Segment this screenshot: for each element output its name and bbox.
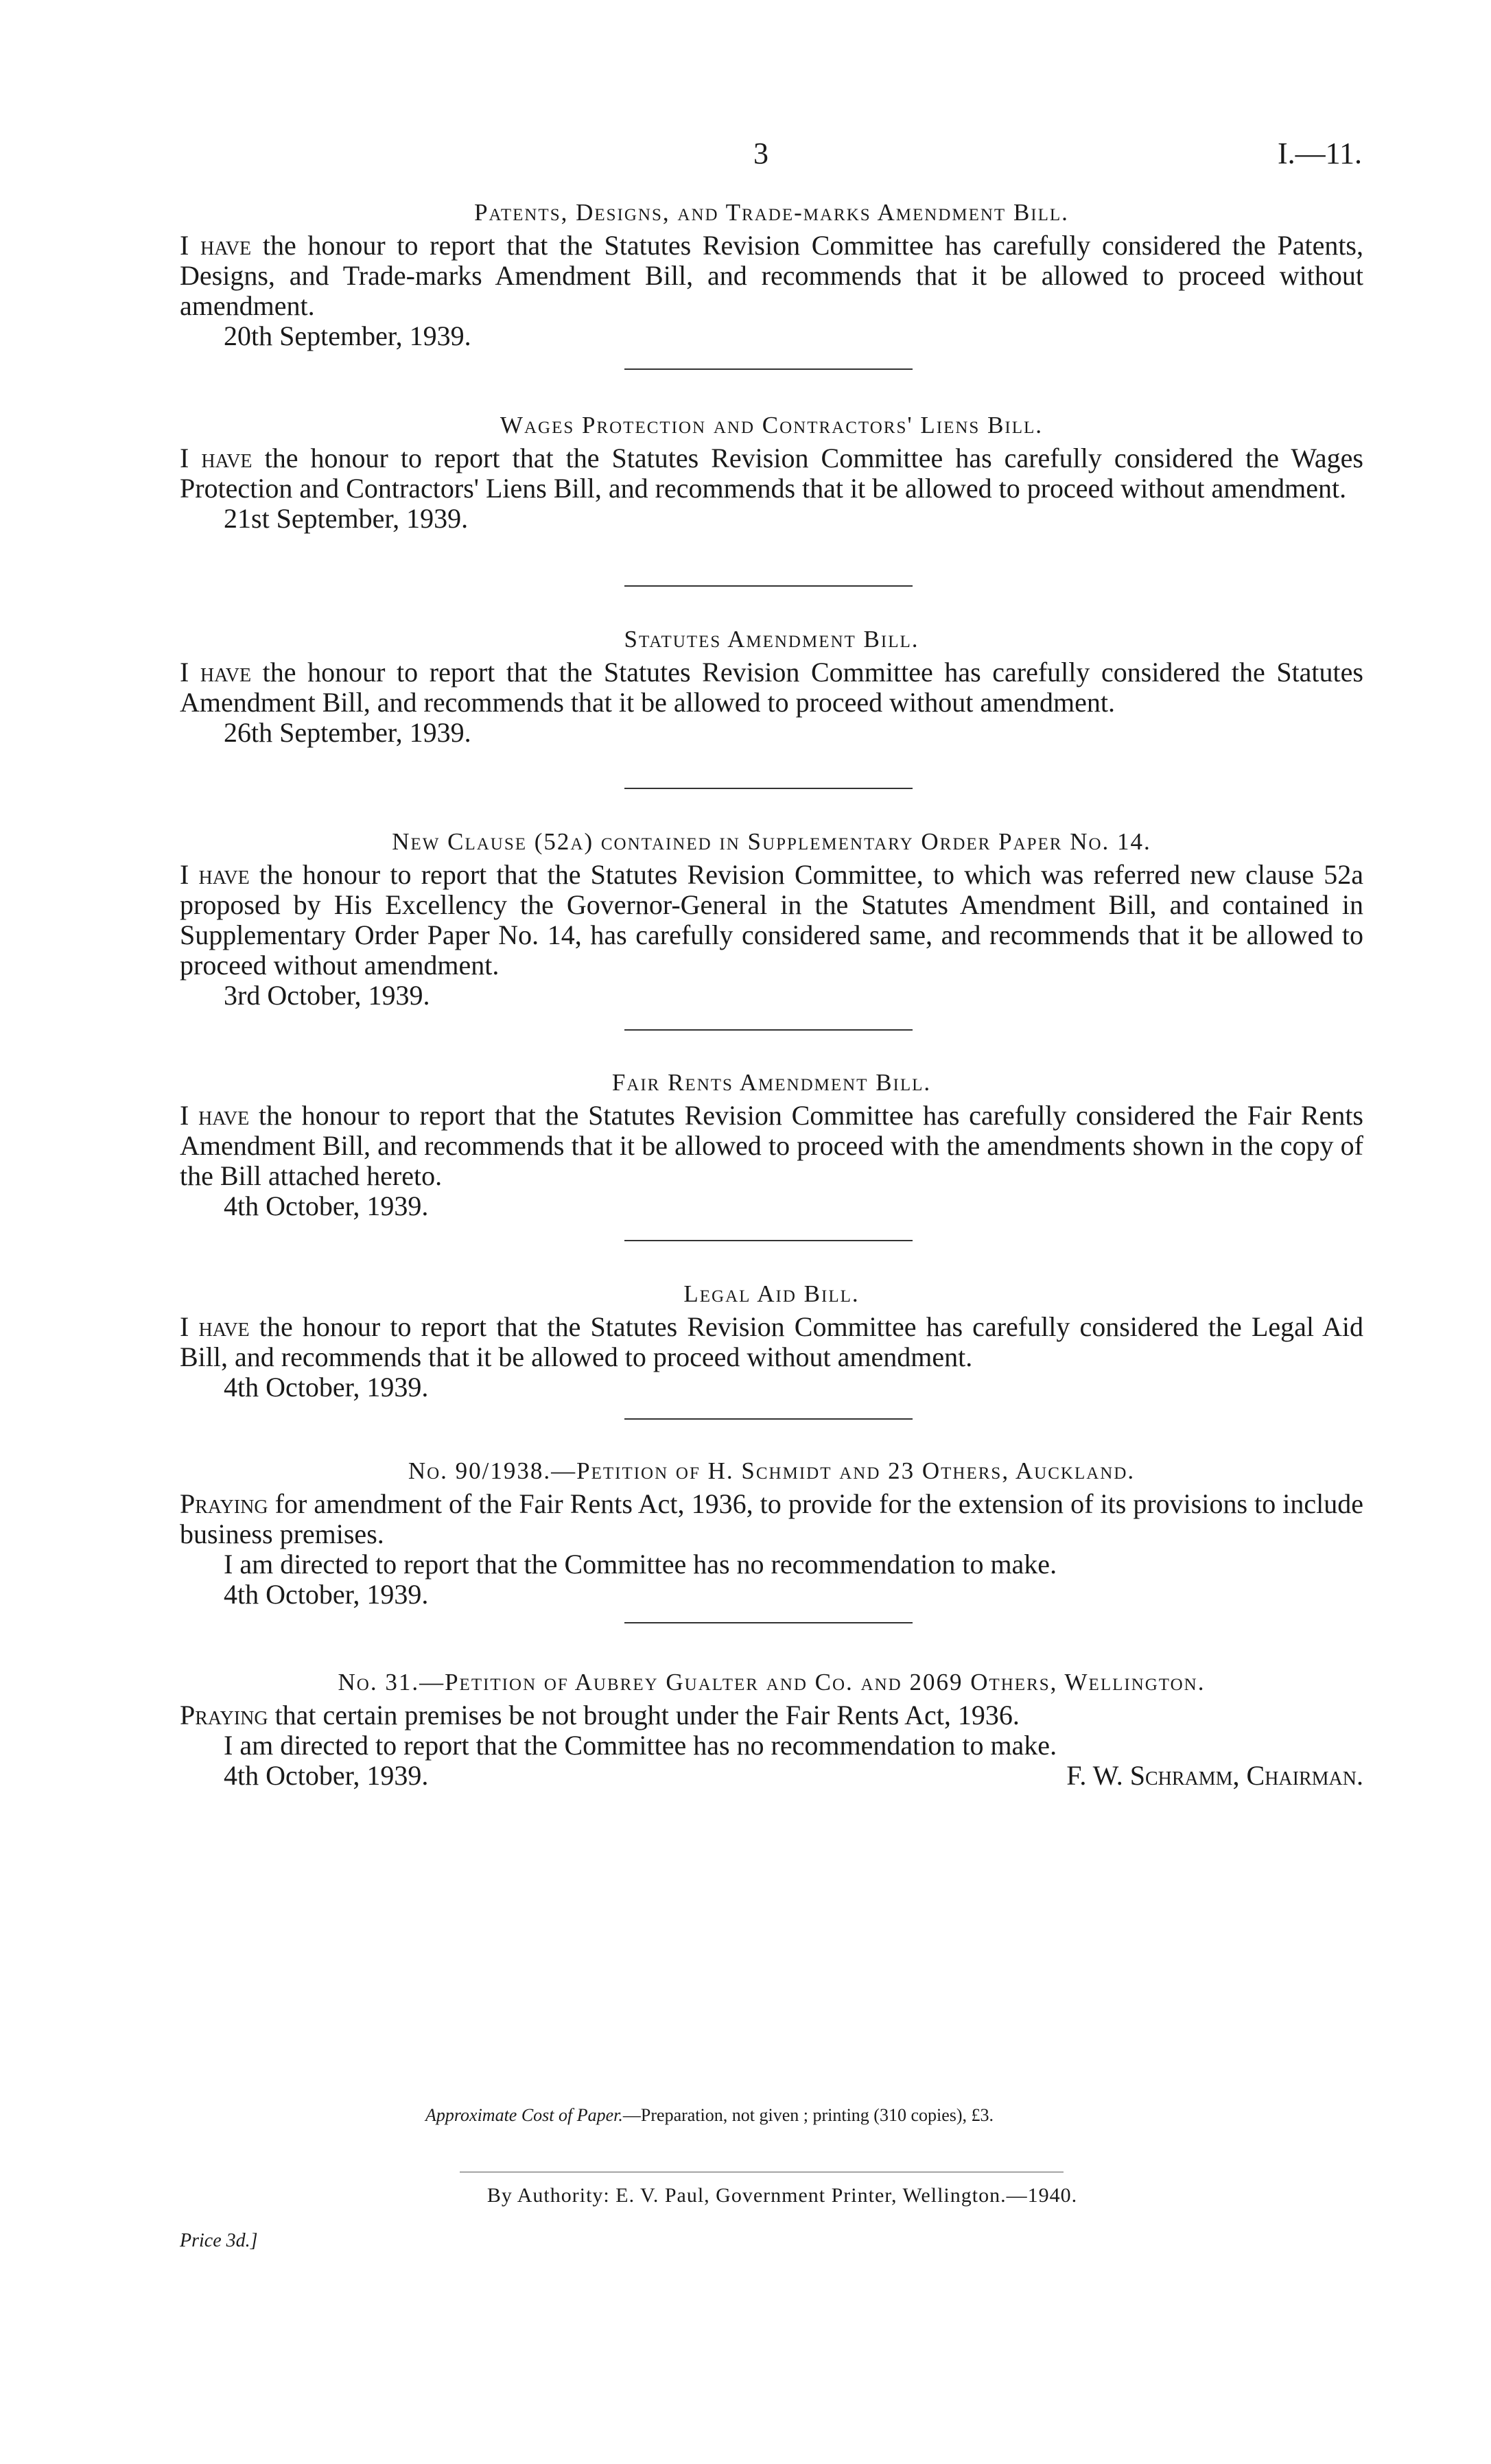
section-date: 4th October, 1939. xyxy=(224,1760,429,1791)
chairman-signature: F. W. Schramm, Chairman. xyxy=(1066,1760,1363,1791)
section-divider xyxy=(624,1622,913,1623)
section-heading: New Clause (52a) contained in Supplementary Order Paper No. 14. xyxy=(392,828,1151,855)
cost-of-paper-note xyxy=(425,2105,1112,2126)
printer-authority: By Authority: E. V. Paul, Government Printer, Wellington.—1940. xyxy=(486,2184,1078,2207)
section-fair-rents-amendment-bill xyxy=(180,1069,1363,1221)
section-date: 4th October, 1939. xyxy=(224,1579,429,1610)
section-divider xyxy=(624,1029,913,1031)
section-paragraph xyxy=(180,1489,1363,1549)
paragraph-body: the honour to report that the Statutes Revision Committee, to which was referred new clause 52a proposed by His Excellency the Governor-General in the Statutes Amendment Bill, and contained in Supplementary Order Paper No. 14, has carefully considered same, and recommends that it be allowed to proceed without amendment. xyxy=(180,859,1363,981)
paragraph-body: the honour to report that the Statutes Revision Committee has carefully considered the Fair Rents Amendment Bill, and recommends that it be allowed to proceed with the amendments shown in the copy of the Bill attached hereto. xyxy=(180,1100,1363,1191)
cost-text: —Preparation, not given ; printing (310 copies), £3. xyxy=(622,2105,994,2125)
section-petition-schmidt xyxy=(180,1457,1363,1610)
paragraph-lead: I have xyxy=(180,657,252,688)
paragraph-lead: I have xyxy=(180,230,252,261)
section-paragraph xyxy=(180,231,1363,321)
cost-label: Approximate Cost of Paper. xyxy=(425,2105,623,2125)
section-heading: Patents, Designs, and Trade-marks Amendment Bill. xyxy=(474,199,1069,226)
section-divider xyxy=(624,1240,913,1241)
section-paragraph xyxy=(180,443,1363,504)
paragraph-body: that certain premises be not brought under the Fair Rents Act, 1936. xyxy=(268,1700,1020,1730)
section-divider xyxy=(624,1418,913,1420)
section-petition-gualter xyxy=(180,1669,1363,1791)
paragraph-body: the honour to report that the Statutes Revision Committee has carefully considered the Wages Protection and Contractors' Liens Bill, and recommends that it be allowed to proceed without amendment. xyxy=(180,443,1363,504)
date-signature-row xyxy=(224,1761,1363,1791)
section-heading: No. 90/1938.—Petition of H. Schmidt and 23 Others, Auckland. xyxy=(408,1457,1136,1484)
section-paragraph xyxy=(180,860,1363,981)
section-legal-aid-bill xyxy=(180,1280,1363,1403)
paragraph-lead: I have xyxy=(180,443,253,473)
section-heading: Wages Protection and Contractors' Liens Bill. xyxy=(500,412,1044,438)
section-heading: Fair Rents Amendment Bill. xyxy=(611,1069,932,1096)
paper-reference: I.—11. xyxy=(1278,137,1363,170)
section-divider xyxy=(624,585,913,587)
section-heading: Statutes Amendment Bill. xyxy=(624,626,919,653)
section-heading: No. 31.—Petition of Aubrey Gualter and Co. and 2069 Others, Wellington. xyxy=(338,1669,1206,1696)
section-paragraph xyxy=(180,657,1363,718)
paragraph-body: the honour to report that the Statutes Revision Committee has carefully considered the Statutes Amendment Bill, and recommends that it be allowed to proceed without amendment. xyxy=(180,657,1363,718)
price-note: Price 3d.] xyxy=(180,2230,258,2251)
section-direction: I am directed to report that the Committee has no recommendation to make. xyxy=(224,1730,1057,1761)
section-date: 20th September, 1939. xyxy=(224,320,471,351)
paragraph-body: the honour to report that the Statutes Revision Committee has carefully considered the Patents, Designs, and Trade-marks Amendment Bill, and recommends that it be allowed to proceed without amendment. xyxy=(180,230,1363,321)
paragraph-lead: I have xyxy=(180,1311,250,1342)
page-number: 3 xyxy=(753,137,768,170)
paragraph-lead: I have xyxy=(180,1100,250,1131)
section-direction: I am directed to report that the Committee has no recommendation to make. xyxy=(224,1549,1057,1580)
paragraph-lead: I have xyxy=(180,859,250,890)
section-divider xyxy=(624,788,913,789)
paragraph-body: the honour to report that the Statutes Revision Committee has carefully considered the Legal Aid Bill, and recommends that it be allowed to proceed without amendment. xyxy=(180,1311,1363,1372)
section-wages-protection-bill xyxy=(180,412,1363,534)
section-date: 4th October, 1939. xyxy=(224,1372,429,1403)
section-paragraph xyxy=(180,1312,1363,1372)
paragraph-lead: Praying xyxy=(180,1700,268,1730)
section-date: 21st September, 1939. xyxy=(224,503,469,534)
section-new-clause-52a xyxy=(180,828,1363,1011)
section-heading: Legal Aid Bill. xyxy=(683,1280,860,1307)
section-paragraph xyxy=(180,1700,1363,1730)
paragraph-body: for amendment of the Fair Rents Act, 1936, to provide for the extension of its provisions to include business premises. xyxy=(180,1488,1363,1549)
section-paragraph xyxy=(180,1101,1363,1191)
section-date: 4th October, 1939. xyxy=(224,1190,429,1221)
section-divider xyxy=(624,368,913,370)
section-date: 26th September, 1939. xyxy=(224,717,471,748)
section-statutes-amendment-bill xyxy=(180,626,1363,748)
section-patents-bill xyxy=(180,199,1363,351)
paragraph-lead: Praying xyxy=(180,1488,268,1519)
section-date: 3rd October, 1939. xyxy=(224,980,430,1011)
